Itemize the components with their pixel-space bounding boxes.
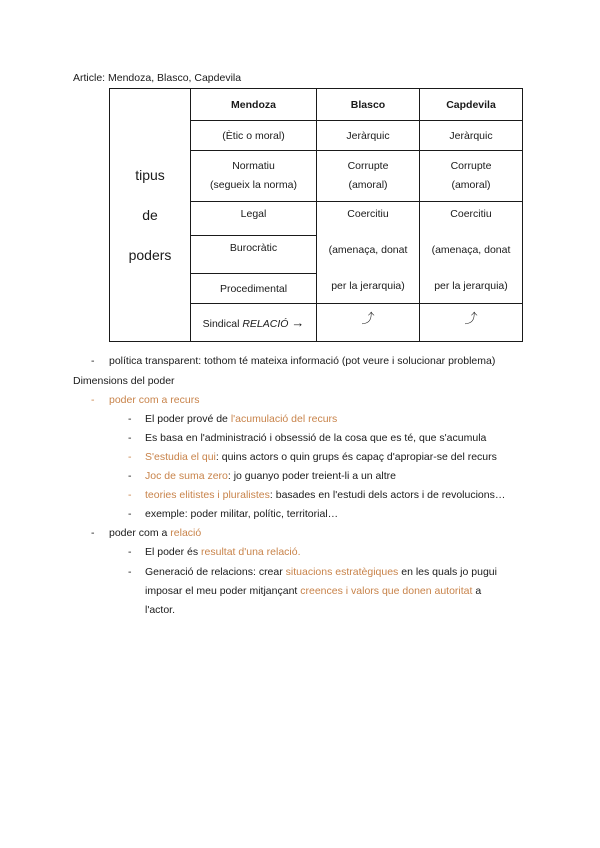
sindical-prefix: Sindical: [202, 318, 240, 330]
section2-item: [145, 566, 497, 578]
text-span: Generació de relacions: crear: [145, 566, 286, 578]
bullet-dash: -: [91, 527, 95, 539]
section1-item: [145, 508, 338, 520]
article-line: Article: Mendoza, Blasco, Capdevila: [73, 72, 242, 84]
text-span: : quins actors o quin grups és capaç d'apropiar-se del recurs: [215, 451, 497, 463]
highlight-span: l'acumulació del recurs: [230, 413, 338, 425]
cell-etic: (Ètic o moral): [191, 121, 317, 151]
cell-line: (segueix la norma): [210, 179, 297, 191]
bullet-dash: -: [128, 508, 132, 520]
text-span: a: [472, 585, 482, 597]
bullet-dash: -: [91, 394, 95, 406]
cell-coercitiu: [420, 202, 523, 304]
section1-item: [145, 413, 337, 425]
bullet-dash: -: [128, 566, 132, 578]
text-span: l'actor.: [145, 604, 176, 616]
side-label-line: de: [142, 206, 158, 223]
sindical-relacio: RELACIÓ: [242, 318, 289, 330]
side-label-line: poders: [128, 247, 172, 264]
curved-arrow-icon: ⤴: [420, 304, 523, 342]
header-mendoza: Mendoza: [191, 89, 317, 121]
section2-title: [109, 527, 201, 539]
bullet-dash: -: [128, 451, 132, 463]
text-span: imposar el meu poder mitjançant: [145, 585, 301, 597]
highlight-span: resultat d'una relació.: [201, 546, 301, 558]
dimensions-title: Dimensions del poder: [73, 375, 175, 387]
powers-table: [109, 88, 523, 342]
highlight-span: S'estudia el qui: [145, 451, 216, 463]
section2-item: [145, 546, 301, 558]
cell-line: (amoral): [451, 179, 491, 191]
text-span: Es basa en l'administració i obsessió de la cosa que es té, que s'acumula: [145, 432, 487, 444]
cell-line: (amenaça, donat: [431, 244, 511, 256]
cell-line: Corrupte: [450, 160, 492, 172]
cell-corrupte: [420, 151, 523, 202]
cell-line: Corrupte: [347, 160, 389, 172]
cell-jerarquic: Jeràrquic: [420, 121, 523, 151]
header-blasco: Blasco: [317, 89, 420, 121]
highlight-span: Joc de suma zero: [145, 470, 228, 482]
text-span: : jo guanyo poder treient-li a un altre: [227, 470, 396, 482]
section1-title: poder com a recurs: [109, 394, 200, 406]
section2-item-cont: [145, 604, 175, 616]
highlight-span: situacions estratègiques: [285, 566, 399, 578]
cell-line: (amenaça, donat: [328, 244, 408, 256]
section1-item: [145, 432, 486, 444]
curved-arrow-icon: ⤴: [317, 304, 420, 342]
bullet-dash: -: [128, 470, 132, 482]
header-capdevila: Capdevila: [420, 89, 523, 121]
text-span: El poder és: [145, 546, 202, 558]
highlight-span: teories elitistes i pluralistes: [145, 489, 270, 501]
cell-sindical: [191, 304, 317, 342]
section1-item: [145, 489, 505, 501]
highlight-span: relació: [170, 527, 202, 539]
bullet-dash: -: [128, 413, 132, 425]
text-span: : basades en l'estudi dels actors i de revolucions…: [269, 489, 506, 501]
cell-legal: Legal: [191, 202, 317, 236]
cell-line: Normatiu: [232, 160, 275, 172]
side-label: [110, 89, 191, 342]
arrow-right-icon: →: [291, 315, 305, 330]
cell-normatiu: [191, 151, 317, 202]
side-label-line: tipus: [135, 166, 165, 183]
bullet-politica: política transparent: tothom té mateixa informació (pot veure i solucionar problema): [109, 355, 496, 367]
cell-procedimental: Procedimental: [191, 274, 317, 304]
text-span: exemple: poder militar, polític, territorial…: [145, 508, 339, 520]
bullet-dash: -: [128, 489, 132, 501]
cell-coercitiu: [317, 202, 420, 304]
bullet-dash: -: [128, 546, 132, 558]
text-span: El poder prové de: [145, 413, 231, 425]
highlight-span: creences i valors que donen autoritat: [300, 585, 473, 597]
cell-line: per la jerarquia): [434, 280, 508, 292]
section1-item: [145, 451, 497, 463]
text-span: poder com a: [109, 527, 171, 539]
cell-line: (amoral): [348, 179, 388, 191]
section2-item-cont: [145, 585, 481, 597]
section1-item: [145, 470, 396, 482]
cell-line: per la jerarquia): [331, 280, 405, 292]
cell-line: Coercitiu: [450, 208, 492, 220]
cell-line: Coercitiu: [347, 208, 389, 220]
bullet-dash: -: [128, 432, 132, 444]
bullet-dash: -: [91, 355, 95, 367]
cell-burocratic: Burocràtic: [191, 236, 317, 274]
text-span: en les quals jo pugui: [398, 566, 497, 578]
cell-corrupte: [317, 151, 420, 202]
cell-jerarquic: Jeràrquic: [317, 121, 420, 151]
